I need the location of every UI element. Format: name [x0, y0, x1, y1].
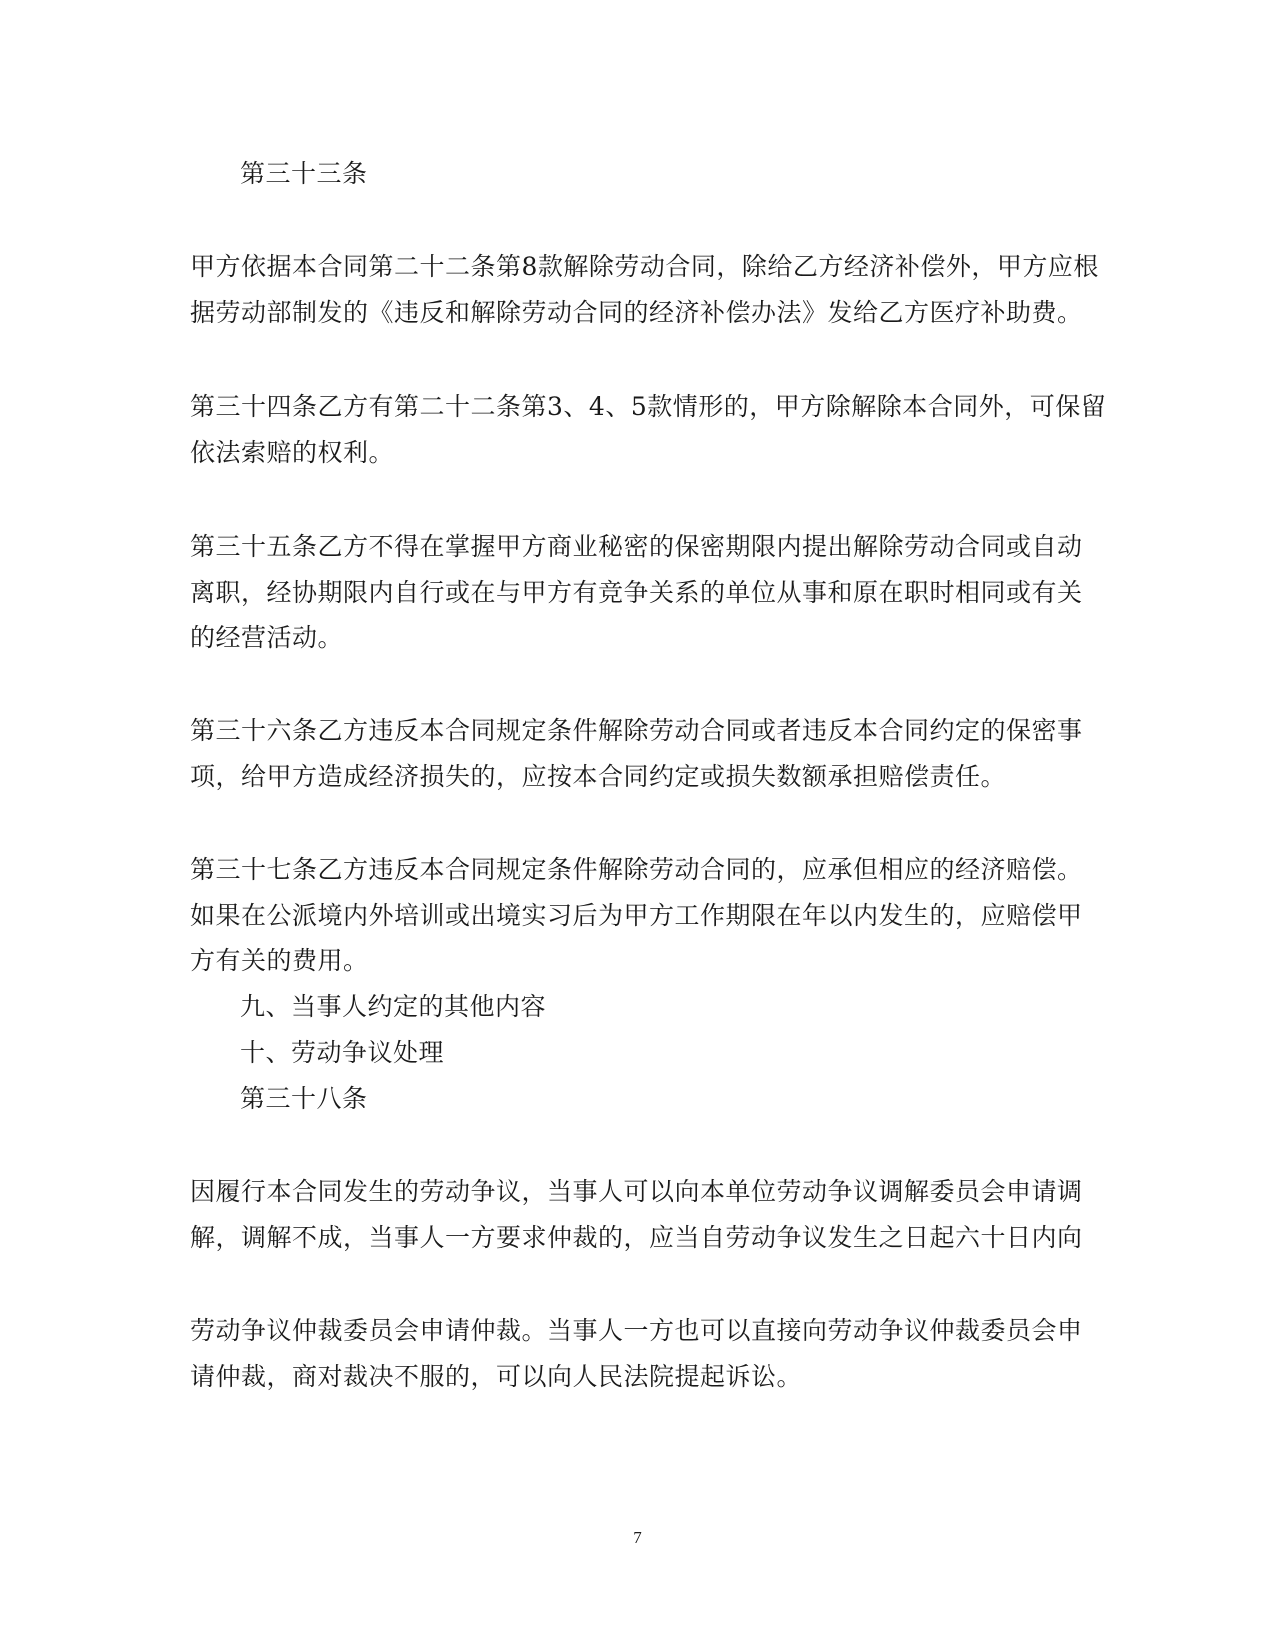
article-33-text-line-1: 甲方依据本合同第二十二条第8款解除劳动合同，除给乙方经济补偿外，甲方应根: [190, 252, 1099, 281]
article-38-text-line-2: 解，调解不成，当事人一方要求仲裁的，应当自劳动争议发生之日起六十日内向: [190, 1223, 1083, 1252]
article-37-line-1: 第三十七条乙方违反本合同规定条件解除劳动合同的，应承但相应的经济赔偿。: [190, 855, 1083, 884]
article-36-line-1: 第三十六条乙方违反本合同规定条件解除劳动合同或者违反本合同约定的保密事: [190, 716, 1083, 745]
article-37-line-2: 如果在公派境内外培训或出境实习后为甲方工作期限在年以内发生的，应赔偿甲: [190, 901, 1083, 930]
article-34-line-2: 依法索赔的权利。: [190, 438, 395, 467]
article-38-text-line-4: 请仲裁，商对裁决不服的，可以向人民法院提起诉讼。: [190, 1362, 803, 1391]
article-38-text-line-1: 因履行本合同发生的劳动争议，当事人可以向本单位劳动争议调解委员会申请调: [190, 1177, 1083, 1206]
page-number: 7: [633, 1528, 642, 1547]
article-35-line-3: 的经营活动。: [190, 623, 344, 652]
article-34-line-1: 第三十四条乙方有第二十二条第3、4、5款情形的，甲方除解除本合同外，可保留: [190, 392, 1107, 421]
article-35-line-2: 离职，经协期限内自行或在与甲方有竞争关系的单位从事和原在职时相同或有关: [190, 578, 1083, 607]
article-33-heading: 第三十三条: [240, 159, 368, 188]
article-33-text-line-2: 据劳动部制发的《违反和解除劳动合同的经济补偿办法》发给乙方医疗补助费。: [190, 298, 1083, 327]
article-38-text-line-3: 劳动争议仲裁委员会申请仲裁。当事人一方也可以直接向劳动争议仲裁委员会申: [190, 1316, 1083, 1345]
article-37-line-3: 方有关的费用。: [190, 946, 369, 975]
article-36-line-2: 项，给甲方造成经济损失的，应按本合同约定或损失数额承担赔偿责任。: [190, 762, 1007, 791]
article-38-heading: 第三十八条: [240, 1084, 368, 1113]
section-9-heading: 九、当事人约定的其他内容: [240, 992, 547, 1021]
article-35-line-1: 第三十五条乙方不得在掌握甲方商业秘密的保密期限内提出解除劳动合同或自动: [190, 532, 1083, 561]
section-10-heading: 十、劳动争议处理: [240, 1038, 445, 1067]
